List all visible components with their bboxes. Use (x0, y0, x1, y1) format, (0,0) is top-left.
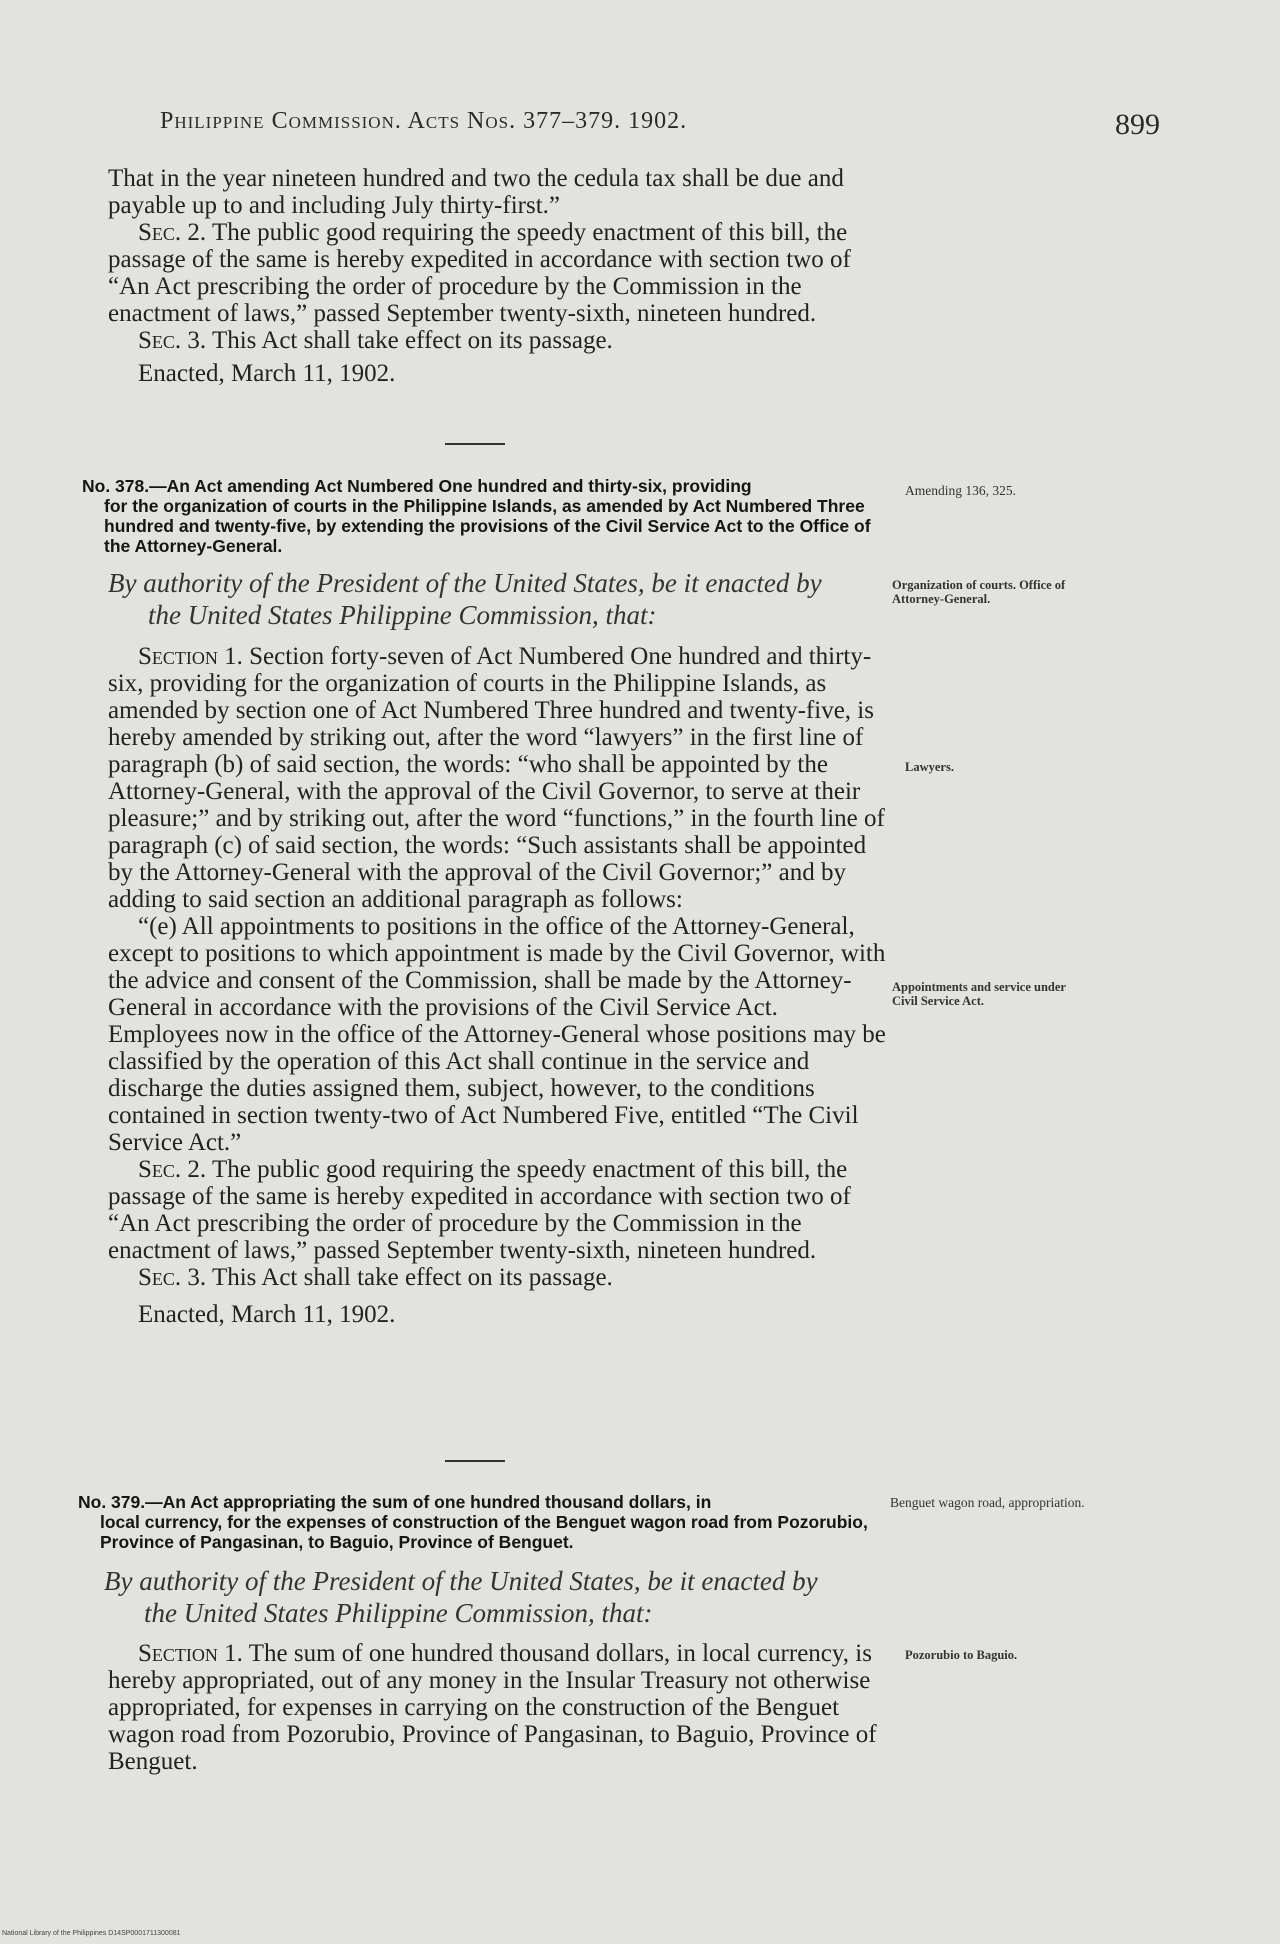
act-379-body (108, 1640, 888, 1775)
act-title (82, 476, 892, 556)
section-3 (108, 1264, 888, 1291)
preamble-line1: By authority of the President of the United States, be it enacted by (104, 1566, 818, 1596)
act-379-title (78, 1492, 893, 1552)
section-label: Sec. 3. (138, 327, 207, 354)
preamble-line2: the United States Philippine Commission, that: (148, 600, 657, 630)
section-1 (108, 643, 888, 913)
act-378-preamble (108, 567, 898, 631)
act-378-body (108, 643, 888, 1328)
section-label: Section 1. (138, 1640, 243, 1667)
running-header (160, 108, 1160, 148)
act-title-line1: No. 379.—An Act appropriating the sum of one hundred thousand dollars, in (78, 1492, 712, 1512)
scan-footer: National Library of the Philippines D14SP0001711300081 (2, 1930, 181, 1937)
margin-note-benguet: Benguet wagon road, appropriation. (890, 1495, 1085, 1510)
act-378-title (82, 476, 892, 556)
page-number: 899 (1115, 108, 1160, 141)
preamble-line1: By authority of the President of the United States, be it enacted by (108, 568, 822, 598)
section-label: Section 1. (138, 643, 243, 670)
enacted-date: Enacted, March 11, 1902. (138, 1301, 396, 1328)
margin-note-lawyers: Lawyers. (905, 760, 954, 774)
act-379-preamble (104, 1565, 894, 1629)
section-text: The public good requiring the speedy enactment of this bill, the passage of the same is hereby expedited in accordance with section two of “An Act prescribing the order of procedure by the Commission in the enactment of laws,” passed September twenty-sixth, nineteen hundred. (108, 1156, 851, 1264)
preamble-line2: the United States Philippine Commission, that: (144, 1598, 653, 1628)
act-title-line1: No. 378.—An Act amending Act Numbered One hundred and thirty-six, providing (82, 476, 752, 496)
section-divider (445, 1460, 505, 1462)
section-2 (108, 219, 888, 327)
margin-note-appointments: Appointments and service under Civil Service Act. (892, 980, 1066, 1008)
section-3 (108, 327, 888, 354)
header-title: Philippine Commission. Acts Nos. 377–379. 1902. (160, 108, 688, 134)
section-text: The sum of one hundred thousand dollars, in local currency, is hereby appropriated, out of any money in the Insular Treasury not otherwise appropriated, for expenses in carrying on the construction of the Benguet wagon road from Pozorubio, Province of Pangasinan, to Baguio, Province of Benguet. (108, 1640, 877, 1775)
cedula-paragraph: That in the year nineteen hundred and two the cedula tax shall be due and payable up to and including July thirty-first.” (108, 165, 844, 219)
act-title-rest: local currency, for the expenses of construction of the Benguet wagon road from Pozorubio, Province of Pangasinan, to Baguio, Province of Benguet. (100, 1512, 868, 1552)
section-label: Sec. 3. (138, 1264, 207, 1291)
margin-note-amending: Amending 136, 325. (905, 483, 1016, 498)
section-text: This Act shall take effect on its passage. (211, 1264, 613, 1291)
paragraph-e: “(e) All appointments to positions in the office of the Attorney-General, except to positions to which appointment is made by the Civil Governor, with the advice and consent of the Commission, shall be made by the Attorney-General in accordance with the provisions of the Civil Service Act. Employees now in the office of the Attorney-General whose positions may be classified by the operation of this Act shall continue in the service and discharge the duties assigned them, subject, however, to the conditions contained in section twenty-two of Act Numbered Five, entitled “The Civil Service Act.” (108, 913, 886, 1156)
margin-note-organization: Organization of courts. Office of Attorney-General. (892, 578, 1066, 606)
section-label: Sec. 2. (138, 219, 207, 246)
section-text: Section forty-seven of Act Numbered One hundred and thirty-six, providing for the organization of courts in the Philippine Islands, as amended by section one of Act Numbered Three hundred and twenty-five, is hereby amended by striking out, after the word “lawyers” in the first line of paragraph (b) of said section, the words: “who shall be appointed by the Attorney-General, with the approval of the Civil Governor, to serve at their pleasure;” and by striking out, after the word “functions,” in the fourth line of paragraph (c) of said section, the words: “Such assistants shall be appointed by the Attorney-General with the approval of the Civil Governor;” and by adding to said section an additional paragraph as follows: (108, 643, 885, 913)
section-label: Sec. 2. (138, 1156, 207, 1183)
previous-act-continuation (108, 165, 888, 387)
margin-note-pozorubio: Pozorubio to Baguio. (905, 1648, 1018, 1662)
section-1 (108, 1640, 888, 1775)
act-title-rest: for the organization of courts in the Philippine Islands, as amended by Act Numbered Three hundred and twenty-five, by extending the provisions of the Civil Service Act to the Office of the Attorney-General. (104, 496, 871, 556)
section-divider (445, 443, 505, 445)
enacted-date: Enacted, March 11, 1902. (138, 360, 396, 387)
act-title (78, 1492, 893, 1552)
section-text: This Act shall take effect on its passage. (211, 327, 613, 354)
section-text: The public good requiring the speedy enactment of this bill, the passage of the same is hereby expedited in accordance with section two of “An Act prescribing the order of procedure by the Commission in the enactment of laws,” passed September twenty-sixth, nineteen hundred. (108, 219, 851, 327)
section-2 (108, 1156, 888, 1264)
